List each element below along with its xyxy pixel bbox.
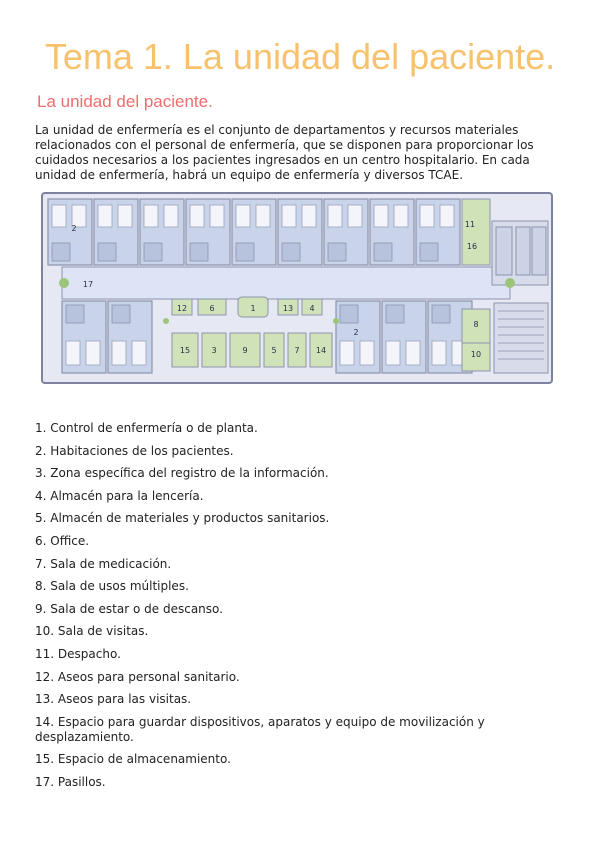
legend-item: 12. Aseos para personal sanitario. xyxy=(35,669,240,684)
label-8: 8 xyxy=(473,320,479,329)
label-7: 7 xyxy=(294,346,300,355)
label-13: 13 xyxy=(282,304,294,313)
label-2-bottom: 2 xyxy=(353,328,359,337)
intro-paragraph: La unidad de enfermería es el conjunto de departamentos y recursos materiales relacionados con el personal de enfermería, que se disponen para proporcionar los cuidados necesarios a los pacientes ingresados en un centro hospitalario. En cada unidad de enfermería, habrá un equipo de enfermería y diversos TCAE. xyxy=(35,123,534,182)
legend-item: 7. Sala de medicación. xyxy=(35,556,172,571)
label-4: 4 xyxy=(309,304,315,313)
floor-plan-illustration xyxy=(40,191,554,387)
legend-item: 9. Sala de estar o de descanso. xyxy=(35,601,223,616)
label-2-top: 2 xyxy=(71,224,77,233)
label-9: 9 xyxy=(242,346,248,355)
label-17: 17 xyxy=(82,280,94,289)
label-5: 5 xyxy=(271,346,277,355)
legend-item: 8. Sala de usos múltiples. xyxy=(35,579,189,594)
legend-item: 1. Control de enfermería o de planta. xyxy=(35,421,258,435)
section-heading: La unidad del paciente. xyxy=(37,92,213,111)
legend-list xyxy=(35,421,565,798)
legend-item: 4. Almacén para la lencería. xyxy=(35,488,204,503)
label-6: 6 xyxy=(209,304,215,313)
legend-item: 10. Sala de visitas. xyxy=(35,624,149,639)
label-12: 12 xyxy=(176,304,188,313)
label-16: 16 xyxy=(466,242,478,251)
label-1: 1 xyxy=(250,304,256,313)
page-title: Tema 1. La unidad del paciente. xyxy=(44,36,556,77)
legend-item: 17. Pasillos. xyxy=(35,774,106,789)
label-10: 10 xyxy=(470,350,482,359)
label-15: 15 xyxy=(179,346,191,355)
legend-item: 15. Espacio de almacenamiento. xyxy=(35,752,231,767)
label-3: 3 xyxy=(211,346,217,355)
label-14: 14 xyxy=(315,346,327,355)
legend-item: 13. Aseos para las visitas. xyxy=(35,692,192,707)
legend-item: 3. Zona específica del registro de la información. xyxy=(35,466,329,481)
legend-item: 11. Despacho. xyxy=(35,646,121,661)
legend-item: 6. Office. xyxy=(35,533,90,548)
legend-item: 2. Habitaciones de los pacientes. xyxy=(35,443,234,458)
legend-item: 5. Almacén de materiales y productos sanitarios. xyxy=(35,511,330,526)
legend-item: 14. Espacio para guardar dispositivos, aparatos y equipo de movilización y desplazamiento. xyxy=(35,714,485,744)
label-11: 11 xyxy=(464,220,476,229)
